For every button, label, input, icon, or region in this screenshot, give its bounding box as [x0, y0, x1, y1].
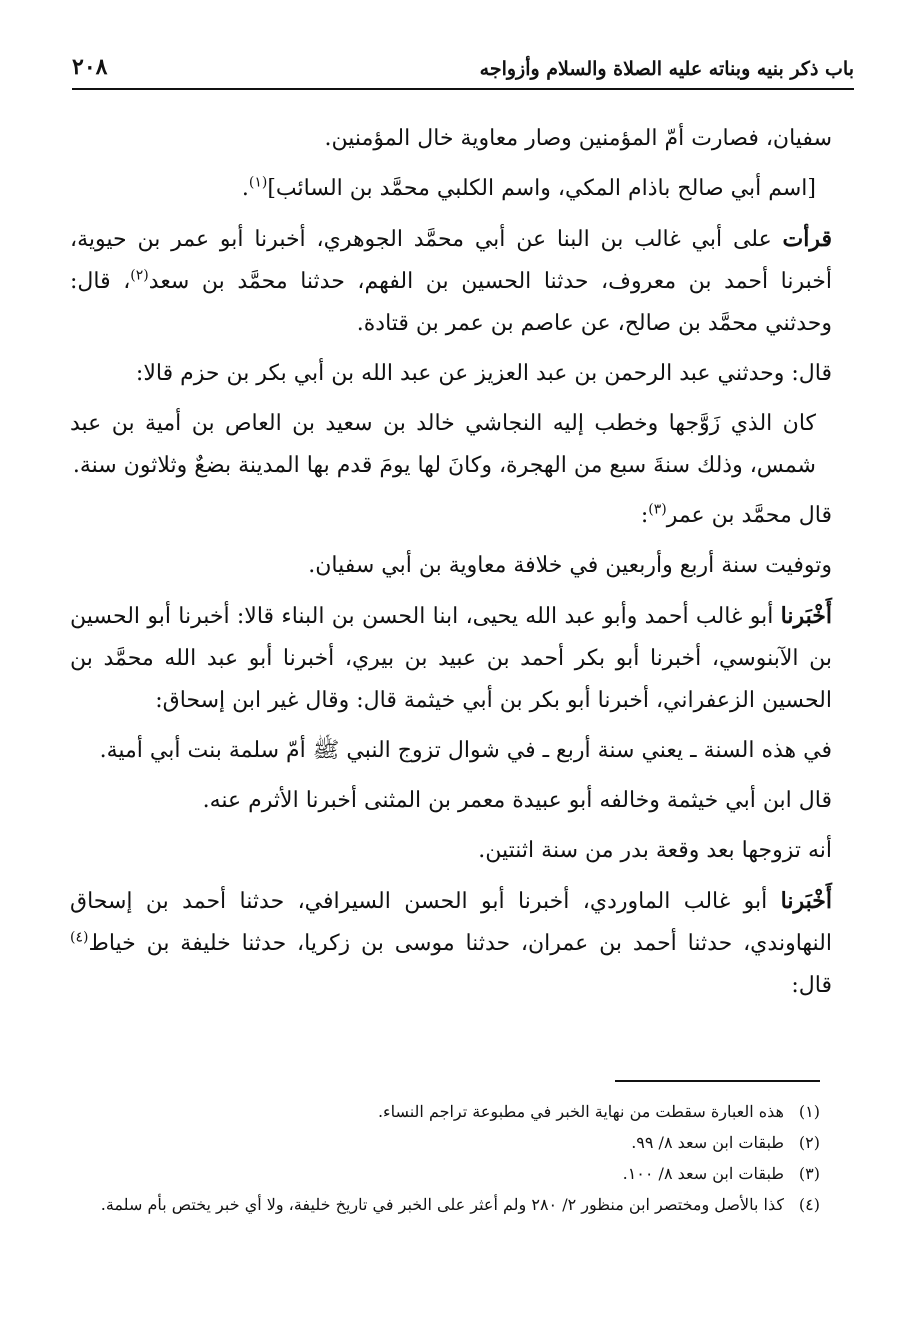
footnote-item [70, 1160, 820, 1188]
footnotes [70, 1098, 820, 1222]
header-rule [72, 88, 854, 90]
paragraph-end: : [640, 503, 649, 528]
page-number: ٢٠٨ [72, 54, 108, 80]
page-header [72, 50, 854, 80]
paragraph-text: أنه تزوجها بعد وقعة بدر من سنة اثنتين. [478, 838, 832, 863]
paragraph-text: على أبي غالب بن البنا عن أبي محمَّد الجوهري، أخبرنا أبو عمر بن حيوية، أخبرنا أحمد بن معروف، حدثنا الحسين بن الفهم، حدثنا محمَّد بن سعد [70, 227, 832, 294]
paragraph-1 [70, 118, 832, 160]
footnote-text: طبقات ابن سعد ٨/ ١٠٠. [622, 1164, 784, 1183]
paragraph-6 [70, 495, 832, 537]
paragraph-2 [70, 168, 832, 210]
paragraph-end: ، قال: وحدثني محمَّد بن صالح، عن عاصم بن عمر بن قتادة. [70, 269, 832, 336]
paragraph-lead: أَخْبَرنا [780, 888, 832, 914]
footnote-number: (٣) [798, 1164, 820, 1183]
paragraph-lead: قرأت [782, 226, 832, 252]
paragraph-4 [70, 353, 832, 395]
paragraph-12 [70, 880, 832, 1007]
paragraph-text: في هذه السنة ـ يعني سنة أربع ـ في شوال تزوج النبي ﷺ أمّ سلمة بنت أبي أمية. [99, 738, 832, 763]
footnote-rule [615, 1080, 820, 1082]
paragraph-text: قال ابن أبي خيثمة وخالفه أبو عبيدة معمر بن المثنى أخبرنا الأثرم عنه. [202, 788, 832, 813]
footnote-ref: (٢) [130, 267, 149, 284]
footnote-number: (١) [798, 1102, 820, 1121]
paragraph-9 [70, 730, 832, 772]
paragraph-text: أبو غالب أحمد وأبو عبد الله يحيى، ابنا الحسن بن البناء قالا: أخبرنا أبو الحسين بن الآبنوسي، أخبرنا أبو بكر أحمد بن عبيد بن بيري، أخبرنا أبو عبد الله محمَّد بن الحسين الزعفراني، أخبرنا أبو بكر بن أبي خيثمة قال: وقال غير ابن إسحاق: [70, 604, 832, 713]
paragraph-lead: أَخْبَرنا [780, 603, 832, 629]
footnote-text: طبقات ابن سعد ٨/ ٩٩. [631, 1133, 784, 1152]
footnote-ref: (٣) [648, 501, 667, 518]
footnote-item [70, 1129, 820, 1157]
footnote-number: (٢) [798, 1133, 820, 1152]
paragraph-text: سفيان، فصارت أمّ المؤمنين وصار معاوية خال المؤمنين. [324, 126, 832, 151]
main-text [70, 118, 832, 1015]
footnote-number: (٤) [798, 1195, 820, 1214]
footnote-ref: (١) [248, 174, 268, 191]
running-title: باب ذكر بنيه وبناته عليه الصلاة والسلام وأزواجه [479, 58, 854, 80]
paragraph-end: قال: [791, 973, 832, 998]
paragraph-end: . [241, 176, 249, 201]
footnote-text: هذه العبارة سقطت من نهاية الخبر في مطبوعة تراجم النساء. [377, 1102, 784, 1121]
paragraph-text: وتوفيت سنة أربع وأربعين في خلافة معاوية بن أبي سفيان. [308, 553, 832, 578]
paragraph-5 [70, 403, 832, 487]
paragraph-text: قال: وحدثني عبد الرحمن بن عبد العزيز عن عبد الله بن أبي بكر بن حزم قالا: [135, 361, 832, 386]
paragraph-8 [70, 595, 832, 722]
footnote-item [70, 1191, 820, 1219]
paragraph-text: قال محمَّد بن عمر [666, 503, 832, 528]
paragraph-10 [70, 780, 832, 822]
footnote-item [70, 1098, 820, 1126]
paragraph-text: [اسم أبي صالح باذام المكي، واسم الكلبي محمَّد بن السائب] [267, 176, 816, 201]
paragraph-text: أبو غالب الماوردي، أخبرنا أبو الحسن السيرافي، حدثنا أحمد بن إسحاق النهاوندي، حدثنا أحمد بن عمران، حدثنا موسى بن زكريا، حدثنا خليفة بن خياط [70, 889, 832, 956]
footnote-text: كذا بالأصل ومختصر ابن منظور ٢/ ٢٨٠ ولم أعثر على الخبر في تاريخ خليفة، ولا أي خبر يختص بأم سلمة. [100, 1195, 784, 1214]
paragraph-7 [70, 545, 832, 587]
paragraph-11 [70, 830, 832, 872]
paragraph-text: كان الذي زَوَّجها وخطب إليه النجاشي خالد بن سعيد بن العاص بن أمية بن عبد شمس، وذلك سنةَ سبع من الهجرة، وكانَ لها يومَ قدم بها المدينة بضعٌ وثلاثون سنة. [70, 411, 816, 478]
footnote-ref: (٤) [70, 929, 89, 946]
paragraph-3 [70, 218, 832, 345]
